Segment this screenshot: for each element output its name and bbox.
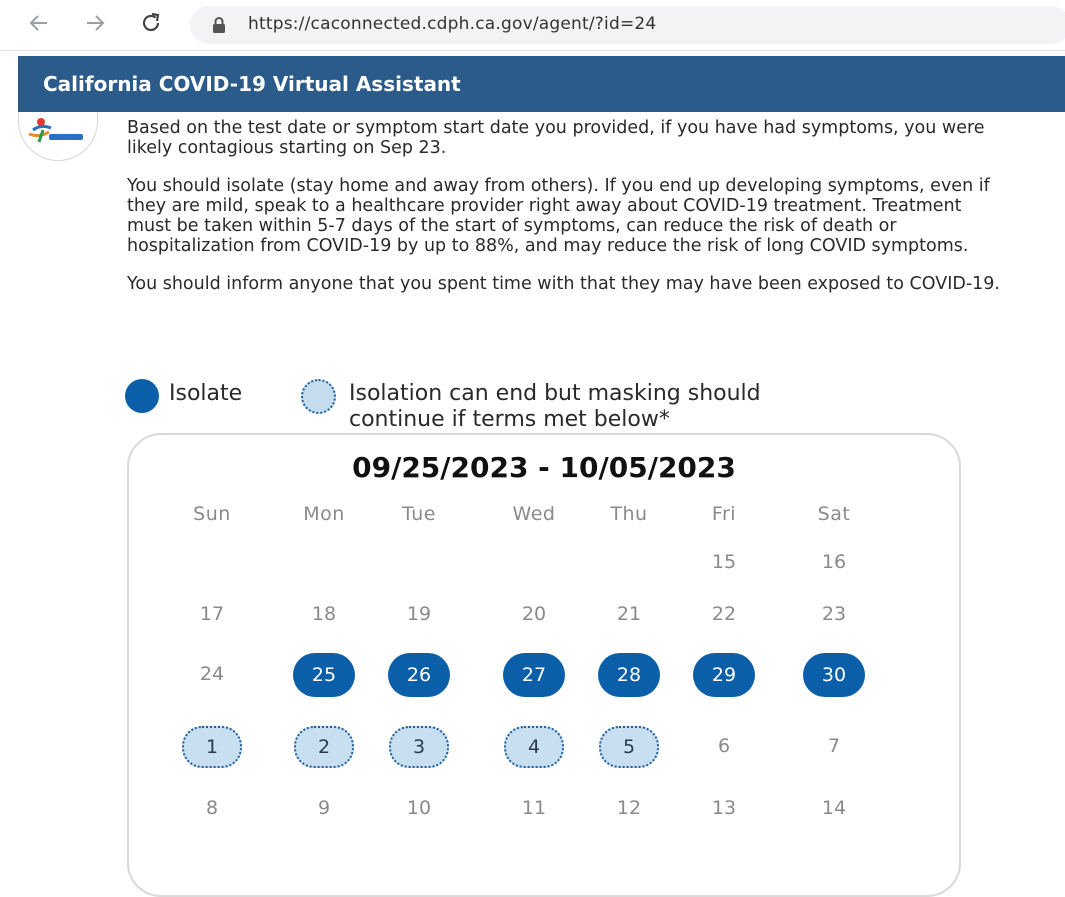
calendar-day: 11 <box>521 797 547 819</box>
masking-legend-label-line2: continue if terms met below* <box>349 407 670 432</box>
calendar-day: 7 <box>827 735 841 757</box>
calendar-day: 18 <box>311 603 337 625</box>
calendar-day-isolate: 26 <box>388 653 450 697</box>
isolate-legend-swatch <box>125 379 159 413</box>
page-header <box>18 56 1065 112</box>
calendar-day-isolate: 28 <box>598 653 660 697</box>
arrow-right-icon <box>84 12 106 34</box>
forward-button[interactable] <box>80 8 110 38</box>
calendar-day: 17 <box>199 603 225 625</box>
weekday-header: Mon <box>303 503 345 525</box>
calendar-day: 24 <box>199 663 225 685</box>
masking-legend-swatch <box>301 379 336 414</box>
date-range-title: 09/25/2023 - 10/05/2023 <box>352 451 736 484</box>
reload-button[interactable] <box>136 8 166 38</box>
browser-toolbar <box>0 0 1065 51</box>
calendar-day-masking: 4 <box>504 726 564 768</box>
arrow-left-icon <box>28 12 50 34</box>
calendar-day: 20 <box>521 603 547 625</box>
calendar-day: 9 <box>317 797 331 819</box>
weekday-header: Sat <box>817 503 851 525</box>
calendar-day-masking: 1 <box>182 726 242 768</box>
back-button[interactable] <box>24 8 54 38</box>
calendar-day-isolate: 29 <box>693 653 755 697</box>
calendar-day: 23 <box>821 603 847 625</box>
calendar-card <box>127 433 961 897</box>
weekday-header: Sun <box>193 503 231 525</box>
page-title: California COVID-19 Virtual Assistant <box>43 72 461 96</box>
assistant-message <box>127 118 1007 312</box>
calendar-day: 12 <box>616 797 642 819</box>
calendar-day: 16 <box>821 551 847 573</box>
calendar-day-masking: 2 <box>294 726 354 768</box>
message-paragraph: Based on the test date or symptom start date you provided, if you have had symptoms, you were likely contagious starting on Sep 23. <box>127 118 985 158</box>
weekday-header: Wed <box>512 503 556 525</box>
calendar-day: 15 <box>711 551 737 573</box>
calendar-day: 8 <box>205 797 219 819</box>
message-paragraph: You should isolate (stay home and away from others). If you end up developing symptoms, even if they are mild, speak to a healthcare provider right away about COVID-19 treatment. Treatment must be taken within 5-7 days of the start of symptoms, can reduce the risk of death or hospitalization from COVID-19 by up to 88%, and may reduce the risk of long COVID symptoms. <box>127 176 990 256</box>
weekday-header: Thu <box>610 503 648 525</box>
calendar-day: 14 <box>821 797 847 819</box>
calendar-day-isolate: 27 <box>503 653 565 697</box>
calendar-day-isolate: 30 <box>803 653 865 697</box>
calendar-day: 19 <box>406 603 432 625</box>
weekday-header: Tue <box>402 503 436 525</box>
calendar-day: 22 <box>711 603 737 625</box>
calendar-day-isolate: 25 <box>293 653 355 697</box>
weekday-header: Fri <box>711 503 737 525</box>
calendar-day-masking: 3 <box>389 726 449 768</box>
calendar-day: 6 <box>717 735 731 757</box>
address-bar[interactable] <box>190 6 1065 44</box>
calendar-day-masking: 5 <box>599 726 659 768</box>
reload-icon <box>140 12 162 34</box>
calendar-day: 21 <box>616 603 642 625</box>
url-text: https://caconnected.cdph.ca.gov/agent/?id=24 <box>248 14 657 34</box>
public-health-logo-icon <box>19 112 97 160</box>
masking-legend-label-line1: Isolation can end but masking should <box>349 381 761 406</box>
assistant-avatar <box>18 112 98 161</box>
calendar-day: 13 <box>711 797 737 819</box>
message-paragraph: You should inform anyone that you spent time with that they may have been exposed to COVID-19. <box>127 274 1000 294</box>
isolate-legend-label: Isolate <box>169 381 243 406</box>
calendar-day: 10 <box>406 797 432 819</box>
lock-icon <box>212 17 226 33</box>
